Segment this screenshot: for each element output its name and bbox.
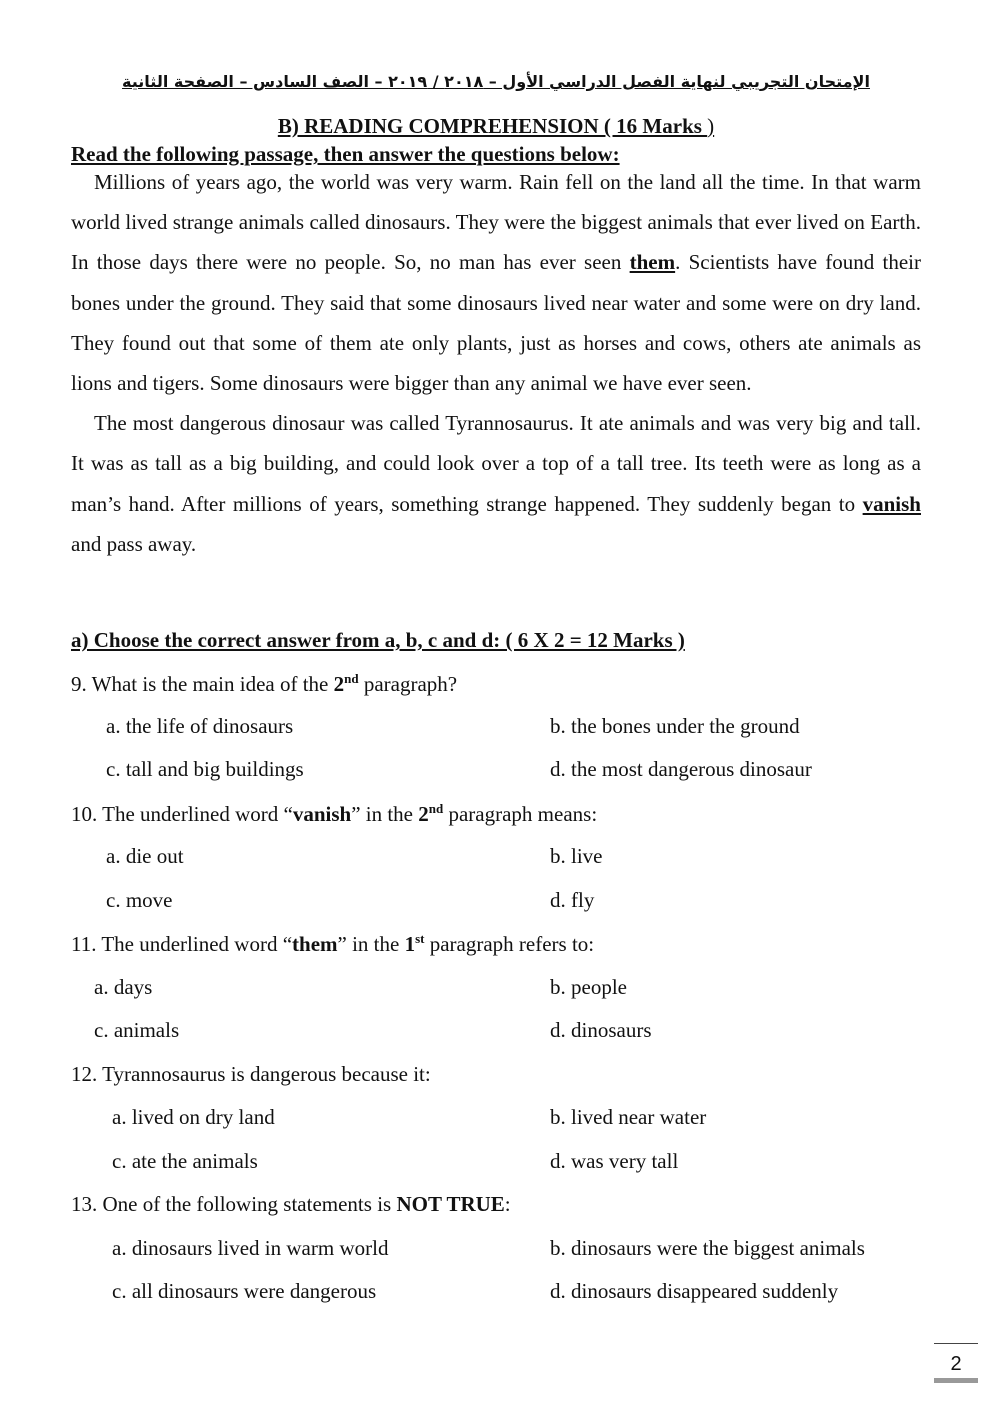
- reading-passage: [71, 162, 921, 564]
- option[interactable]: c. all dinosaurs were dangerous: [112, 1279, 377, 1303]
- option[interactable]: b. live: [550, 844, 603, 868]
- option[interactable]: b. people: [550, 975, 627, 999]
- page-number: 2: [934, 1343, 978, 1384]
- page-number-bar: [934, 1378, 978, 1383]
- option[interactable]: a. the life of dinosaurs: [106, 714, 294, 738]
- option[interactable]: d. dinosaurs: [550, 1018, 652, 1042]
- underlined-word-vanish: vanish: [862, 491, 921, 516]
- question-11: 11. The underlined word “them” in the 1st paragraph refers to:: [71, 931, 595, 956]
- option[interactable]: d. dinosaurs disappeared suddenly: [550, 1279, 839, 1303]
- exam-header: الإمتحان التجريبي لنهاية الفصل الدراسي الأول – ٢٠١٨ / ٢٠١٩ – الصف السادس – الصفحة الثانية: [122, 72, 870, 91]
- option[interactable]: b. the bones under the ground: [550, 714, 800, 738]
- option[interactable]: c. tall and big buildings: [106, 757, 304, 781]
- option[interactable]: b. dinosaurs were the biggest animals: [550, 1236, 865, 1260]
- paragraph-1: Millions of years ago, the world was very warm. Rain fell on the land all the time. In that warm world lived strange animals called dinosaurs. They were the biggest animals that ever lived on Earth. In those days there were no people. So, no man has ever seen them. Scientists have found their bones under the ground. They said that some dinosaurs lived near water and some were on dry land. They found out that some of them ate only plants, just as horses and cows, others ate animals as lions and tigers. Some dinosaurs were bigger than any animal we have ever seen.: [71, 170, 922, 396]
- option[interactable]: a. die out: [106, 844, 184, 868]
- option[interactable]: d. the most dangerous dinosaur: [550, 757, 812, 781]
- option[interactable]: c. move: [106, 888, 173, 912]
- option[interactable]: c. ate the animals: [112, 1149, 258, 1173]
- option[interactable]: b. lived near water: [550, 1105, 707, 1129]
- question-10: 10. The underlined word “vanish” in the 2nd paragraph means:: [71, 801, 598, 826]
- option[interactable]: d. was very tall: [550, 1149, 679, 1173]
- option[interactable]: c. animals: [94, 1018, 180, 1042]
- question-13: 13. One of the following statements is NOT TRUE:: [71, 1192, 511, 1216]
- underlined-word-them: them: [629, 250, 676, 275]
- part-a-title: a) Choose the correct answer from a, b, c and d: ( 6 X 2 = 12 Marks ): [71, 628, 685, 652]
- instruction: Read the following passage, then answer the questions below:: [71, 142, 620, 166]
- option[interactable]: a. dinosaurs lived in warm world: [112, 1236, 389, 1260]
- section-title: B) READING COMPREHENSION ( 16 Marks ): [277, 114, 715, 138]
- option[interactable]: d. fly: [550, 888, 595, 912]
- option[interactable]: a. days: [94, 975, 153, 999]
- paragraph-2: The most dangerous dinosaur was called Tyrannosaurus. It ate animals and was very big and tall. It was as tall as a big building, and could look over a top of a tall tree. Its teeth were as long as a man’s hand. After millions of years, something strange happened. They suddenly began to vanish and pass away.: [71, 411, 921, 556]
- question-9: 9. What is the main idea of the 2nd paragraph?: [71, 671, 458, 696]
- option[interactable]: a. lived on dry land: [112, 1105, 275, 1129]
- question-12: 12. Tyrannosaurus is dangerous because it:: [71, 1062, 431, 1086]
